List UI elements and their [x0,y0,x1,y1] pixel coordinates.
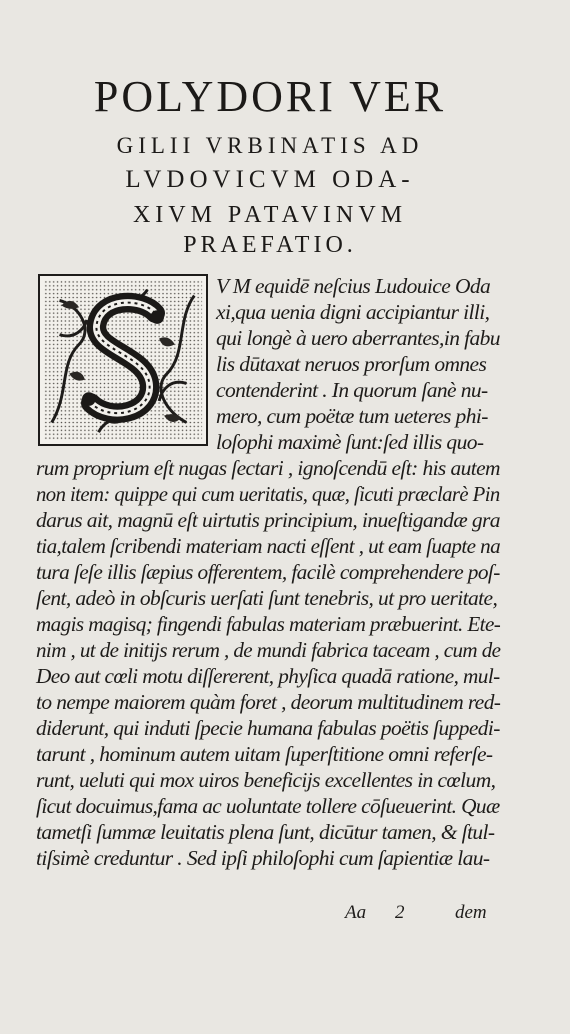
text-line: tia,talem ſcribendi materiam nacti eſſent , ut eam ſuapte na [36,534,501,558]
text-line: tura ſeſe illis ſæpius offerentem, facilè comprehendere poſ- [36,560,500,584]
decorated-initial-s-icon [40,276,206,444]
text-line: darus ait, magnū eſt uirtutis principium, inueſtigandæ gra [36,508,500,532]
text-line: contenderint . In quorum ſanè nu- [216,378,488,402]
text-line: tarunt , hominum autem uitam ſuperſtitione omni referſe- [36,742,493,766]
text-line: nim , ut de initijs rerum , de mundi fabrica taceam , cum de [36,638,501,662]
text-line: tametſi ſummæ leuitatis plena ſunt, dicūtur tamen, & ſtul- [36,820,495,844]
text-line: tiſsimè creduntur . Sed ipſi philoſophi cum ſapientiæ lau- [36,846,490,870]
text-line: V M equidē neſcius Ludouice Oda [216,274,491,298]
text-line: rum proprium eſt nugas ſectari , ignoſcendū eſt: his autem [36,456,500,480]
title-line-5: PRAEFATIO. [183,232,357,258]
text-line: loſophi maximè ſunt:ſed illis quo- [216,430,484,454]
text-line: Deo aut cœli motu diſſererent, phyſica quadā ratione, mul- [36,664,500,688]
text-line: ſent, adeò in obſcuris uerſati ſunt tenebris, ut pro ueritate, [36,586,498,610]
text-line: non item: quippe qui cum ueritatis, quæ, ſicuti præclarè Pin [36,482,500,506]
text-line: runt, ueluti qui mox uiros beneficijs excellentes in cœlum, [36,768,496,792]
text-line: ſicut docuimus,fama ac uoluntate tollere cōſueuerint. Quæ [36,794,500,818]
decorated-initial [38,274,208,446]
text-line: diderunt, qui induti ſpecie humana fabulas poëtis ſuppedi- [36,716,500,740]
text-line: mero, cum poëtæ tum ueteres phi- [216,404,488,428]
text-line: lis dūtaxat neruos prorſum omnes [216,352,487,376]
catchword: dem [455,902,487,923]
text-line: to nempe maiorem quàm foret , deorum multitudinem red- [36,690,501,714]
title-line-2: GILII VRBINATIS AD [116,133,424,158]
title-line-1: POLYDORI VER [93,72,447,121]
title-line-3: LVDOVICVM ODA- [125,166,415,193]
title-line-4: XIVM PATAVINVM [132,202,408,228]
signature-number: 2 [395,902,405,923]
signature-mark: Aa [345,902,367,923]
text-line: qui longè à uero aberrantes,in fabu [216,326,500,350]
text-line: magis magisq; fingendi fabulas materiam præbuerint. Ete- [36,612,501,636]
text-line: xi,qua uenia digni accipiantur illi, [216,300,490,324]
